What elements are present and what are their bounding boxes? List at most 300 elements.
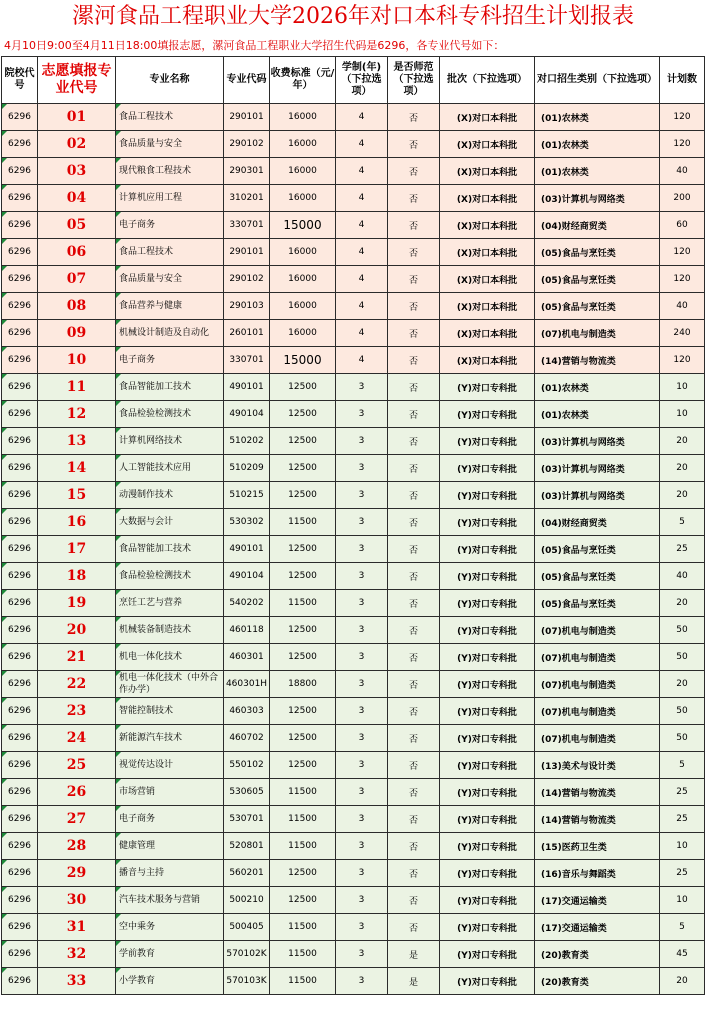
cell-major-gov-code[interactable]: 510209: [224, 455, 270, 482]
cell-fee[interactable]: 11500: [270, 941, 336, 968]
cell-batch[interactable]: (Y)对口专科批: [440, 401, 535, 428]
cell-school-code[interactable]: 6296: [2, 887, 38, 914]
cell-major-gov-code[interactable]: 560201: [224, 860, 270, 887]
cell-years[interactable]: 3: [336, 590, 388, 617]
cell-fee[interactable]: 11500: [270, 590, 336, 617]
cell-fee[interactable]: 16000: [270, 320, 336, 347]
cell-normal[interactable]: 否: [388, 644, 440, 671]
cell-school-code[interactable]: 6296: [2, 293, 38, 320]
cell-normal[interactable]: 否: [388, 374, 440, 401]
cell-category[interactable]: (03)计算机与网络类: [535, 482, 660, 509]
cell-school-code[interactable]: 6296: [2, 806, 38, 833]
cell-major-gov-code[interactable]: 330701: [224, 212, 270, 239]
cell-school-code[interactable]: 6296: [2, 536, 38, 563]
cell-category[interactable]: (14)营销与物流类: [535, 347, 660, 374]
cell-major-gov-code[interactable]: 460303: [224, 698, 270, 725]
cell-batch[interactable]: (X)对口本科批: [440, 212, 535, 239]
cell-major-gov-code[interactable]: 570102K: [224, 941, 270, 968]
header-batch[interactable]: 批次（下拉选项）: [440, 57, 535, 104]
cell-major-name[interactable]: 动漫制作技术: [116, 482, 224, 509]
cell-category[interactable]: (20)教育类: [535, 968, 660, 995]
cell-fee[interactable]: 15000: [270, 347, 336, 374]
header-fee[interactable]: 收费标准（元/年）: [270, 57, 336, 104]
cell-years[interactable]: 3: [336, 482, 388, 509]
cell-school-code[interactable]: 6296: [2, 698, 38, 725]
cell-school-code[interactable]: 6296: [2, 428, 38, 455]
cell-category[interactable]: (07)机电与制造类: [535, 725, 660, 752]
cell-major-gov-code[interactable]: 530701: [224, 806, 270, 833]
cell-major-code-req[interactable]: 05: [38, 212, 116, 239]
cell-batch[interactable]: (Y)对口专科批: [440, 671, 535, 698]
cell-years[interactable]: 3: [336, 617, 388, 644]
cell-major-gov-code[interactable]: 540202: [224, 590, 270, 617]
cell-category[interactable]: (14)营销与物流类: [535, 806, 660, 833]
cell-normal[interactable]: 否: [388, 779, 440, 806]
cell-normal[interactable]: 否: [388, 320, 440, 347]
cell-major-gov-code[interactable]: 510215: [224, 482, 270, 509]
cell-major-gov-code[interactable]: 500210: [224, 887, 270, 914]
cell-major-code-req[interactable]: 27: [38, 806, 116, 833]
cell-major-name[interactable]: 电子商务: [116, 347, 224, 374]
cell-normal[interactable]: 否: [388, 806, 440, 833]
cell-fee[interactable]: 12500: [270, 482, 336, 509]
cell-fee[interactable]: 12500: [270, 563, 336, 590]
cell-major-name[interactable]: 智能控制技术: [116, 698, 224, 725]
cell-major-gov-code[interactable]: 290103: [224, 293, 270, 320]
cell-normal[interactable]: 否: [388, 671, 440, 698]
cell-major-gov-code[interactable]: 290102: [224, 266, 270, 293]
cell-normal[interactable]: 否: [388, 266, 440, 293]
cell-major-gov-code[interactable]: 310201: [224, 185, 270, 212]
cell-years[interactable]: 3: [336, 914, 388, 941]
cell-fee[interactable]: 12500: [270, 725, 336, 752]
cell-major-code-req[interactable]: 13: [38, 428, 116, 455]
cell-plan[interactable]: 25: [660, 536, 705, 563]
cell-major-name[interactable]: 计算机网络技术: [116, 428, 224, 455]
cell-major-name[interactable]: 健康管理: [116, 833, 224, 860]
cell-major-name[interactable]: 食品智能加工技术: [116, 536, 224, 563]
cell-major-name[interactable]: 机电一体化技术（中外合作办学）: [116, 671, 224, 698]
cell-category[interactable]: (05)食品与烹饪类: [535, 239, 660, 266]
cell-plan[interactable]: 20: [660, 482, 705, 509]
header-plan[interactable]: 计划数: [660, 57, 705, 104]
cell-fee[interactable]: 16000: [270, 185, 336, 212]
cell-fee[interactable]: 16000: [270, 266, 336, 293]
cell-school-code[interactable]: 6296: [2, 158, 38, 185]
cell-major-code-req[interactable]: 17: [38, 536, 116, 563]
cell-major-gov-code[interactable]: 490104: [224, 563, 270, 590]
cell-school-code[interactable]: 6296: [2, 455, 38, 482]
cell-normal[interactable]: 否: [388, 212, 440, 239]
cell-normal[interactable]: 否: [388, 698, 440, 725]
cell-major-code-req[interactable]: 33: [38, 968, 116, 995]
cell-major-gov-code[interactable]: 330701: [224, 347, 270, 374]
cell-major-gov-code[interactable]: 490101: [224, 374, 270, 401]
cell-school-code[interactable]: 6296: [2, 617, 38, 644]
cell-category[interactable]: (01)农林类: [535, 374, 660, 401]
cell-category[interactable]: (07)机电与制造类: [535, 320, 660, 347]
cell-category[interactable]: (04)财经商贸类: [535, 212, 660, 239]
cell-normal[interactable]: 否: [388, 617, 440, 644]
cell-batch[interactable]: (Y)对口专科批: [440, 590, 535, 617]
cell-major-name[interactable]: 人工智能技术应用: [116, 455, 224, 482]
cell-plan[interactable]: 50: [660, 644, 705, 671]
cell-category[interactable]: (05)食品与烹饪类: [535, 563, 660, 590]
cell-batch[interactable]: (Y)对口专科批: [440, 752, 535, 779]
cell-fee[interactable]: 11500: [270, 833, 336, 860]
cell-fee[interactable]: 11500: [270, 914, 336, 941]
cell-plan[interactable]: 200: [660, 185, 705, 212]
cell-major-name[interactable]: 市场营销: [116, 779, 224, 806]
cell-normal[interactable]: 否: [388, 590, 440, 617]
cell-years[interactable]: 3: [336, 644, 388, 671]
cell-major-name[interactable]: 计算机应用工程: [116, 185, 224, 212]
cell-school-code[interactable]: 6296: [2, 104, 38, 131]
cell-major-gov-code[interactable]: 490101: [224, 536, 270, 563]
cell-fee[interactable]: 12500: [270, 536, 336, 563]
cell-fee[interactable]: 16000: [270, 131, 336, 158]
cell-category[interactable]: (14)营销与物流类: [535, 779, 660, 806]
cell-school-code[interactable]: 6296: [2, 725, 38, 752]
cell-years[interactable]: 3: [336, 860, 388, 887]
cell-major-code-req[interactable]: 20: [38, 617, 116, 644]
cell-major-name[interactable]: 食品检验检测技术: [116, 563, 224, 590]
cell-years[interactable]: 3: [336, 698, 388, 725]
cell-batch[interactable]: (Y)对口专科批: [440, 563, 535, 590]
cell-fee[interactable]: 16000: [270, 293, 336, 320]
header-major-gov-code[interactable]: 专业代码: [224, 57, 270, 104]
cell-school-code[interactable]: 6296: [2, 509, 38, 536]
cell-school-code[interactable]: 6296: [2, 752, 38, 779]
cell-major-code-req[interactable]: 25: [38, 752, 116, 779]
cell-major-code-req[interactable]: 14: [38, 455, 116, 482]
cell-batch[interactable]: (X)对口本科批: [440, 158, 535, 185]
cell-major-gov-code[interactable]: 290102: [224, 131, 270, 158]
cell-category[interactable]: (17)交通运输类: [535, 914, 660, 941]
cell-fee[interactable]: 11500: [270, 509, 336, 536]
cell-batch[interactable]: (Y)对口专科批: [440, 455, 535, 482]
cell-years[interactable]: 4: [336, 158, 388, 185]
header-major-name[interactable]: 专业名称: [116, 57, 224, 104]
cell-batch[interactable]: (X)对口本科批: [440, 266, 535, 293]
cell-years[interactable]: 4: [336, 239, 388, 266]
cell-plan[interactable]: 10: [660, 401, 705, 428]
cell-major-gov-code[interactable]: 460118: [224, 617, 270, 644]
cell-category[interactable]: (20)教育类: [535, 941, 660, 968]
cell-normal[interactable]: 否: [388, 185, 440, 212]
cell-years[interactable]: 3: [336, 536, 388, 563]
cell-batch[interactable]: (X)对口本科批: [440, 104, 535, 131]
cell-major-code-req[interactable]: 19: [38, 590, 116, 617]
cell-batch[interactable]: (Y)对口专科批: [440, 968, 535, 995]
cell-category[interactable]: (17)交通运输类: [535, 887, 660, 914]
cell-major-name[interactable]: 小学教育: [116, 968, 224, 995]
cell-batch[interactable]: (X)对口本科批: [440, 320, 535, 347]
cell-major-name[interactable]: 食品工程技术: [116, 104, 224, 131]
cell-major-name[interactable]: 视觉传达设计: [116, 752, 224, 779]
cell-plan[interactable]: 240: [660, 320, 705, 347]
cell-batch[interactable]: (Y)对口专科批: [440, 374, 535, 401]
cell-fee[interactable]: 12500: [270, 644, 336, 671]
cell-normal[interactable]: 否: [388, 104, 440, 131]
cell-normal[interactable]: 否: [388, 428, 440, 455]
cell-school-code[interactable]: 6296: [2, 320, 38, 347]
cell-plan[interactable]: 50: [660, 698, 705, 725]
cell-plan[interactable]: 20: [660, 455, 705, 482]
cell-category[interactable]: (01)农林类: [535, 158, 660, 185]
cell-batch[interactable]: (Y)对口专科批: [440, 617, 535, 644]
cell-normal[interactable]: 否: [388, 347, 440, 374]
cell-years[interactable]: 3: [336, 941, 388, 968]
cell-major-gov-code[interactable]: 290301: [224, 158, 270, 185]
cell-major-code-req[interactable]: 30: [38, 887, 116, 914]
cell-batch[interactable]: (Y)对口专科批: [440, 914, 535, 941]
cell-fee[interactable]: 12500: [270, 698, 336, 725]
cell-plan[interactable]: 50: [660, 725, 705, 752]
cell-major-code-req[interactable]: 04: [38, 185, 116, 212]
cell-normal[interactable]: 否: [388, 860, 440, 887]
cell-plan[interactable]: 120: [660, 239, 705, 266]
cell-school-code[interactable]: 6296: [2, 644, 38, 671]
cell-school-code[interactable]: 6296: [2, 401, 38, 428]
cell-major-code-req[interactable]: 28: [38, 833, 116, 860]
cell-batch[interactable]: (Y)对口专科批: [440, 779, 535, 806]
cell-major-code-req[interactable]: 26: [38, 779, 116, 806]
cell-plan[interactable]: 25: [660, 860, 705, 887]
cell-normal[interactable]: 否: [388, 887, 440, 914]
cell-normal[interactable]: 否: [388, 833, 440, 860]
cell-major-name[interactable]: 汽车技术服务与营销: [116, 887, 224, 914]
cell-years[interactable]: 4: [336, 266, 388, 293]
cell-category[interactable]: (13)美术与设计类: [535, 752, 660, 779]
cell-major-gov-code[interactable]: 490104: [224, 401, 270, 428]
cell-years[interactable]: 3: [336, 401, 388, 428]
cell-fee[interactable]: 12500: [270, 887, 336, 914]
cell-category[interactable]: (05)食品与烹饪类: [535, 266, 660, 293]
cell-fee[interactable]: 15000: [270, 212, 336, 239]
cell-years[interactable]: 3: [336, 374, 388, 401]
cell-plan[interactable]: 10: [660, 887, 705, 914]
cell-years[interactable]: 3: [336, 968, 388, 995]
cell-major-gov-code[interactable]: 510202: [224, 428, 270, 455]
cell-major-gov-code[interactable]: 530302: [224, 509, 270, 536]
cell-plan[interactable]: 40: [660, 158, 705, 185]
cell-fee[interactable]: 11500: [270, 968, 336, 995]
cell-plan[interactable]: 10: [660, 833, 705, 860]
cell-plan[interactable]: 50: [660, 617, 705, 644]
cell-batch[interactable]: (X)对口本科批: [440, 131, 535, 158]
cell-normal[interactable]: 否: [388, 725, 440, 752]
cell-major-code-req[interactable]: 03: [38, 158, 116, 185]
cell-normal[interactable]: 否: [388, 131, 440, 158]
cell-batch[interactable]: (Y)对口专科批: [440, 941, 535, 968]
cell-plan[interactable]: 60: [660, 212, 705, 239]
cell-normal[interactable]: 否: [388, 752, 440, 779]
cell-school-code[interactable]: 6296: [2, 185, 38, 212]
cell-major-code-req[interactable]: 02: [38, 131, 116, 158]
cell-plan[interactable]: 5: [660, 914, 705, 941]
cell-major-name[interactable]: 机电一体化技术: [116, 644, 224, 671]
cell-major-code-req[interactable]: 29: [38, 860, 116, 887]
header-years[interactable]: 学制(年)（下拉选项）: [336, 57, 388, 104]
cell-fee[interactable]: 16000: [270, 158, 336, 185]
cell-major-name[interactable]: 学前教育: [116, 941, 224, 968]
cell-batch[interactable]: (Y)对口专科批: [440, 644, 535, 671]
cell-years[interactable]: 3: [336, 509, 388, 536]
cell-school-code[interactable]: 6296: [2, 347, 38, 374]
cell-normal[interactable]: 否: [388, 239, 440, 266]
cell-major-code-req[interactable]: 31: [38, 914, 116, 941]
cell-major-gov-code[interactable]: 570103K: [224, 968, 270, 995]
cell-years[interactable]: 4: [336, 212, 388, 239]
cell-batch[interactable]: (X)对口本科批: [440, 185, 535, 212]
cell-major-name[interactable]: 食品智能加工技术: [116, 374, 224, 401]
cell-batch[interactable]: (Y)对口专科批: [440, 725, 535, 752]
cell-major-name[interactable]: 食品工程技术: [116, 239, 224, 266]
cell-major-code-req[interactable]: 16: [38, 509, 116, 536]
cell-major-name[interactable]: 现代粮食工程技术: [116, 158, 224, 185]
cell-years[interactable]: 3: [336, 671, 388, 698]
cell-major-gov-code[interactable]: 460301: [224, 644, 270, 671]
cell-major-name[interactable]: 食品质量与安全: [116, 131, 224, 158]
cell-category[interactable]: (16)音乐与舞蹈类: [535, 860, 660, 887]
cell-plan[interactable]: 25: [660, 806, 705, 833]
cell-fee[interactable]: 16000: [270, 104, 336, 131]
cell-school-code[interactable]: 6296: [2, 239, 38, 266]
cell-batch[interactable]: (Y)对口专科批: [440, 428, 535, 455]
cell-major-gov-code[interactable]: 530605: [224, 779, 270, 806]
cell-major-name[interactable]: 播音与主持: [116, 860, 224, 887]
cell-category[interactable]: (03)计算机与网络类: [535, 455, 660, 482]
cell-school-code[interactable]: 6296: [2, 131, 38, 158]
cell-school-code[interactable]: 6296: [2, 779, 38, 806]
cell-years[interactable]: 4: [336, 131, 388, 158]
cell-major-gov-code[interactable]: 520801: [224, 833, 270, 860]
cell-major-name[interactable]: 新能源汽车技术: [116, 725, 224, 752]
cell-fee[interactable]: 12500: [270, 374, 336, 401]
cell-years[interactable]: 3: [336, 779, 388, 806]
cell-fee[interactable]: 11500: [270, 779, 336, 806]
cell-major-name[interactable]: 机械装备制造技术: [116, 617, 224, 644]
cell-school-code[interactable]: 6296: [2, 212, 38, 239]
cell-major-gov-code[interactable]: 500405: [224, 914, 270, 941]
cell-category[interactable]: (04)财经商贸类: [535, 509, 660, 536]
cell-plan[interactable]: 40: [660, 563, 705, 590]
cell-major-code-req[interactable]: 24: [38, 725, 116, 752]
cell-plan[interactable]: 20: [660, 671, 705, 698]
cell-major-code-req[interactable]: 09: [38, 320, 116, 347]
cell-batch[interactable]: (Y)对口专科批: [440, 833, 535, 860]
cell-fee[interactable]: 18800: [270, 671, 336, 698]
header-normal[interactable]: 是否师范（下拉选项）: [388, 57, 440, 104]
cell-major-gov-code[interactable]: 460301H: [224, 671, 270, 698]
cell-major-code-req[interactable]: 07: [38, 266, 116, 293]
cell-fee[interactable]: 16000: [270, 239, 336, 266]
cell-school-code[interactable]: 6296: [2, 374, 38, 401]
cell-normal[interactable]: 否: [388, 914, 440, 941]
cell-plan[interactable]: 120: [660, 266, 705, 293]
cell-fee[interactable]: 11500: [270, 806, 336, 833]
cell-category[interactable]: (07)机电与制造类: [535, 617, 660, 644]
cell-plan[interactable]: 120: [660, 104, 705, 131]
header-school-code[interactable]: 院校代号: [2, 57, 38, 104]
cell-major-name[interactable]: 食品质量与安全: [116, 266, 224, 293]
cell-fee[interactable]: 12500: [270, 752, 336, 779]
cell-years[interactable]: 3: [336, 455, 388, 482]
cell-major-name[interactable]: 电子商务: [116, 212, 224, 239]
cell-school-code[interactable]: 6296: [2, 968, 38, 995]
cell-batch[interactable]: (X)对口本科批: [440, 347, 535, 374]
cell-category[interactable]: (05)食品与烹饪类: [535, 293, 660, 320]
cell-years[interactable]: 3: [336, 428, 388, 455]
cell-plan[interactable]: 20: [660, 428, 705, 455]
cell-major-name[interactable]: 烹饪工艺与营养: [116, 590, 224, 617]
cell-normal[interactable]: 否: [388, 509, 440, 536]
header-major-code-req[interactable]: 志愿填报专业代号: [38, 57, 116, 104]
cell-major-gov-code[interactable]: 290101: [224, 239, 270, 266]
cell-major-name[interactable]: 大数据与会计: [116, 509, 224, 536]
cell-normal[interactable]: 否: [388, 482, 440, 509]
cell-batch[interactable]: (Y)对口专科批: [440, 536, 535, 563]
cell-school-code[interactable]: 6296: [2, 914, 38, 941]
cell-batch[interactable]: (Y)对口专科批: [440, 482, 535, 509]
cell-years[interactable]: 4: [336, 185, 388, 212]
cell-plan[interactable]: 5: [660, 509, 705, 536]
cell-normal[interactable]: 否: [388, 401, 440, 428]
cell-years[interactable]: 3: [336, 725, 388, 752]
cell-years[interactable]: 4: [336, 347, 388, 374]
cell-plan[interactable]: 120: [660, 347, 705, 374]
cell-normal[interactable]: 否: [388, 293, 440, 320]
cell-plan[interactable]: 120: [660, 131, 705, 158]
cell-category[interactable]: (01)农林类: [535, 131, 660, 158]
cell-fee[interactable]: 12500: [270, 401, 336, 428]
cell-plan[interactable]: 40: [660, 293, 705, 320]
cell-major-gov-code[interactable]: 290101: [224, 104, 270, 131]
cell-years[interactable]: 3: [336, 833, 388, 860]
cell-major-gov-code[interactable]: 260101: [224, 320, 270, 347]
cell-major-code-req[interactable]: 01: [38, 104, 116, 131]
cell-major-code-req[interactable]: 23: [38, 698, 116, 725]
cell-fee[interactable]: 12500: [270, 455, 336, 482]
cell-major-code-req[interactable]: 32: [38, 941, 116, 968]
cell-school-code[interactable]: 6296: [2, 671, 38, 698]
cell-years[interactable]: 3: [336, 752, 388, 779]
cell-category[interactable]: (03)计算机与网络类: [535, 428, 660, 455]
cell-category[interactable]: (07)机电与制造类: [535, 671, 660, 698]
cell-plan[interactable]: 10: [660, 374, 705, 401]
cell-major-name[interactable]: 电子商务: [116, 806, 224, 833]
cell-fee[interactable]: 12500: [270, 860, 336, 887]
cell-category[interactable]: (05)食品与烹饪类: [535, 590, 660, 617]
cell-category[interactable]: (05)食品与烹饪类: [535, 536, 660, 563]
cell-years[interactable]: 4: [336, 104, 388, 131]
cell-normal[interactable]: 否: [388, 536, 440, 563]
cell-batch[interactable]: (Y)对口专科批: [440, 806, 535, 833]
cell-fee[interactable]: 12500: [270, 428, 336, 455]
cell-batch[interactable]: (X)对口本科批: [440, 239, 535, 266]
cell-normal[interactable]: 是: [388, 968, 440, 995]
header-category[interactable]: 对口招生类别（下拉选项）: [535, 57, 660, 104]
cell-plan[interactable]: 20: [660, 590, 705, 617]
cell-school-code[interactable]: 6296: [2, 563, 38, 590]
cell-plan[interactable]: 20: [660, 968, 705, 995]
cell-major-name[interactable]: 机械设计制造及自动化: [116, 320, 224, 347]
cell-category[interactable]: (03)计算机与网络类: [535, 185, 660, 212]
cell-major-code-req[interactable]: 10: [38, 347, 116, 374]
cell-school-code[interactable]: 6296: [2, 482, 38, 509]
cell-category[interactable]: (07)机电与制造类: [535, 644, 660, 671]
